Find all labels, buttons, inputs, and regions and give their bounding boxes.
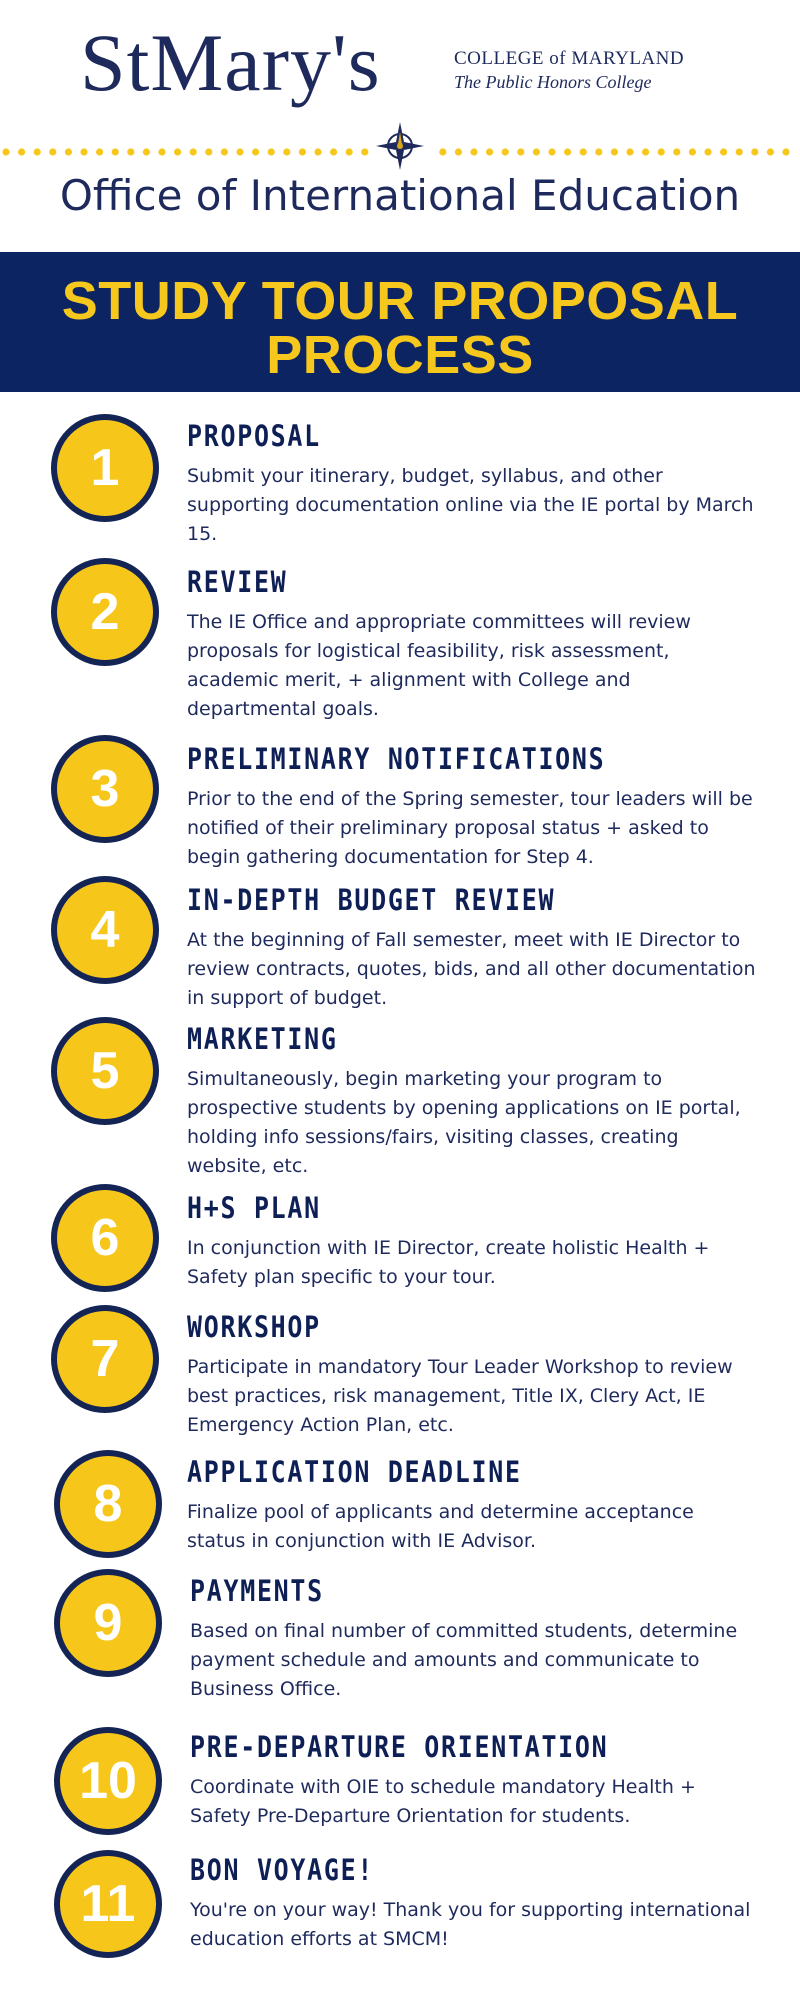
divider-dot (112, 148, 119, 155)
title-banner (0, 252, 800, 392)
divider-dot (517, 148, 524, 155)
divider-dot (236, 148, 243, 155)
step-number: 4 (90, 901, 120, 959)
step-number: 5 (90, 1042, 120, 1100)
step-description: Based on final number of committed students, determine payment schedule and amounts and communicate to Business Office. (190, 1620, 738, 1700)
step-title: PRE-DEPARTURE ORIENTATION (190, 1730, 609, 1764)
step-number: 7 (90, 1330, 120, 1388)
step-title: APPLICATION DEADLINE (187, 1455, 522, 1489)
divider-dot (455, 148, 462, 155)
college-logo (80, 14, 720, 108)
step-number-badge (54, 1450, 162, 1558)
step-description: Participate in mandatory Tour Leader Workshop to review best practices, risk management, Title IX, Clery Act, IE Emergency Action Plan, etc. (187, 1356, 733, 1436)
divider-dot (361, 148, 368, 155)
step-number: 6 (90, 1209, 120, 1267)
compass-icon (376, 122, 424, 170)
divider-dot (736, 148, 743, 155)
logo-college-name: COLLEGE of MARYLAND (454, 48, 685, 69)
divider-dot (564, 148, 571, 155)
logo-tagline: The Public Honors College (454, 72, 652, 92)
step-title: REVIEW (187, 565, 288, 599)
divider-dot (330, 148, 337, 155)
step-number-badge (51, 876, 159, 984)
step-number-badge (51, 558, 159, 666)
divider-dot (205, 148, 212, 155)
divider-dot (533, 148, 540, 155)
banner-title-line1: STUDY TOUR PROPOSAL (61, 271, 739, 331)
divider-dot (96, 148, 103, 155)
divider-dot (268, 148, 275, 155)
divider-dot (158, 148, 165, 155)
step-number-badge (54, 1569, 162, 1677)
logo-subtitle (454, 48, 684, 93)
step-description: Finalize pool of applicants and determine acceptance status in conjunction with IE Advisor. (187, 1501, 694, 1552)
step-number: 10 (79, 1752, 137, 1810)
step-title: H+S PLAN (187, 1191, 321, 1225)
divider-dot (751, 148, 758, 155)
step-number-badge (51, 1017, 159, 1125)
step-description: Coordinate with OIE to schedule mandatory Health + Safety Pre-Departure Orientation for students. (190, 1776, 696, 1827)
divider-dot (767, 148, 774, 155)
step-number: 2 (90, 583, 120, 641)
step-title: WORKSHOP (187, 1310, 321, 1344)
step-number: 11 (80, 1875, 136, 1933)
divider-dot (49, 148, 56, 155)
step-description: Prior to the end of the Spring semester, tour leaders will be notified of their preliminary proposal status + asked to begin gathering documentation for Step 4. (187, 788, 753, 868)
divider-dot (580, 148, 587, 155)
divider-dot (439, 148, 446, 155)
step-number: 8 (93, 1475, 123, 1533)
divider-dot (658, 148, 665, 155)
logo-wordmark: StMary's (80, 17, 381, 108)
divider-dot (299, 148, 306, 155)
divider-dot (190, 148, 197, 155)
divider-dot (486, 148, 493, 155)
divider-dot (502, 148, 509, 155)
divider-dot (252, 148, 259, 155)
step-title: IN-DEPTH BUDGET REVIEW (187, 883, 556, 917)
step-title: PROPOSAL (187, 419, 321, 453)
divider-dot (595, 148, 602, 155)
divider-dot (127, 148, 134, 155)
step-description: Submit your itinerary, budget, syllabus, and other supporting documentation online via the IE portal by March 15. (187, 465, 754, 545)
step-number: 1 (90, 439, 120, 497)
divider-dot (18, 148, 25, 155)
step-description: You're on your way! Thank you for supporting international education efforts at SMCM! (190, 1899, 751, 1950)
step-description: At the beginning of Fall semester, meet with IE Director to review contracts, quotes, bids, and all other documentation in support of budget. (187, 929, 756, 1009)
divider-dot (283, 148, 290, 155)
step-title: MARKETING (187, 1022, 338, 1056)
divider-dot (548, 148, 555, 155)
step-title: BON VOYAGE! (190, 1853, 375, 1887)
step-description: In conjunction with IE Director, create holistic Health + Safety plan specific to your tour. (187, 1237, 710, 1288)
step-title: PRELIMINARY NOTIFICATIONS (187, 742, 606, 776)
divider-dot (642, 148, 649, 155)
divider-dot (2, 148, 9, 155)
step-number-badge (51, 1305, 159, 1413)
divider-dot (673, 148, 680, 155)
step-number-badge (51, 1184, 159, 1292)
step-number-badge (54, 1850, 162, 1958)
step-number-badge (51, 414, 159, 522)
step-number: 9 (93, 1594, 123, 1652)
divider-dot (611, 148, 618, 155)
step-description: Simultaneously, begin marketing your program to prospective students by opening applications on IE portal, holding info sessions/fairs, visiting classes, creating website, etc. (187, 1068, 741, 1177)
banner-title (20, 271, 780, 385)
step-title: PAYMENTS (190, 1574, 324, 1608)
divider-dot (34, 148, 41, 155)
divider-dot (221, 148, 228, 155)
step-number: 3 (90, 760, 120, 818)
divider-dot (314, 148, 321, 155)
divider-dot (782, 148, 789, 155)
divider-dot (174, 148, 181, 155)
divider-dot (143, 148, 150, 155)
divider-dot (689, 148, 696, 155)
divider-dot (346, 148, 353, 155)
divider-dot (80, 148, 87, 155)
step-description: The IE Office and appropriate committees will review proposals for logistical feasibility, risk assessment, academic merit, + alignment with College and departmental goals. (187, 611, 691, 720)
divider-dot (704, 148, 711, 155)
office-title: Office of International Education (59, 171, 741, 220)
divider-dot (65, 148, 72, 155)
step-number-badge (51, 735, 159, 843)
banner-title-line2: PROCESS (266, 325, 534, 385)
divider-dot (626, 148, 633, 155)
divider-dot (720, 148, 727, 155)
step-number-badge (54, 1727, 162, 1835)
divider-dot (470, 148, 477, 155)
